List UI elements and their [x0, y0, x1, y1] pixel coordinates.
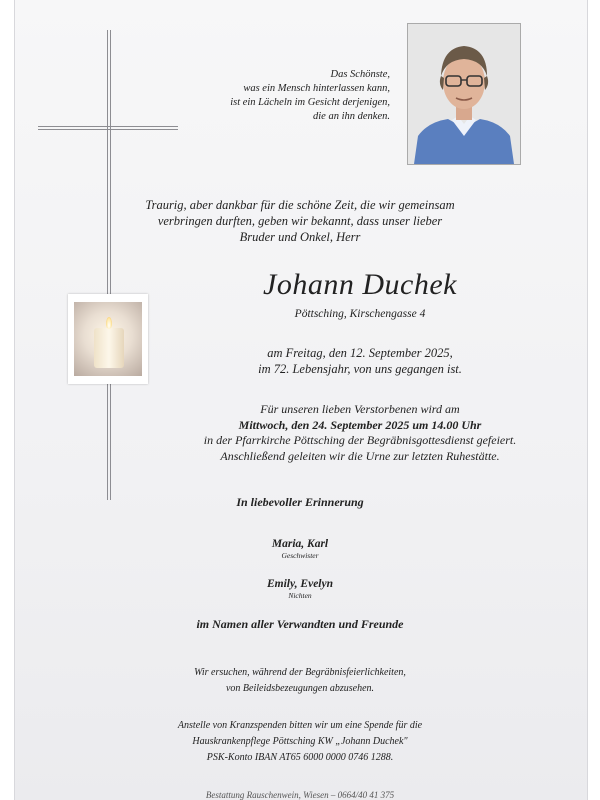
donation-line: Hauskrankenpflege Pöttsching KW „Johann Duchek" — [192, 736, 408, 747]
mourner-relation: Nichten — [288, 591, 312, 600]
funeral-home-footer: Bestattung Rauschenwein, Wiesen – 0664/40 41 375 — [205, 790, 395, 800]
donation-notice — [14, 718, 586, 766]
death-notice — [80, 345, 600, 377]
intro-line: Bruder und Onkel, Herr — [239, 230, 361, 244]
deceased-name: Johann Duchek — [263, 268, 457, 301]
mourner-names: Emily, Evelyn — [266, 578, 333, 590]
service-info — [80, 402, 600, 464]
mourner-group — [14, 577, 586, 600]
portrait-photo — [407, 23, 521, 165]
service-line: Für unseren lieben Verstorbenen wird am — [260, 402, 460, 416]
intro-line: Traurig, aber dankbar für die schöne Zeit, die wir gemeinsam — [145, 198, 455, 212]
condolence-request — [14, 665, 586, 697]
memory-heading: In liebevoller Erinnerung — [236, 495, 364, 509]
request-line: Wir ersuchen, während der Begräbnisfeierlichkeiten, — [194, 667, 406, 678]
mourner-group — [14, 537, 586, 560]
quote-line: ist ein Lächeln im Gesicht derjenigen, — [230, 97, 390, 108]
cross-bar — [38, 126, 178, 130]
request-line: von Beileidsbezeugungen abzusehen. — [225, 683, 375, 694]
service-date: Mittwoch, den 24. September 2025 um 14.00 Uhr — [238, 417, 482, 432]
donation-line: PSK-Konto IBAN AT65 6000 0000 0746 1288. — [206, 752, 394, 763]
mourner-names: Maria, Karl — [271, 538, 329, 550]
intro-line: verbringen durften, geben wir bekannt, dass unser lieber — [157, 214, 443, 228]
mourner-relation: Geschwister — [281, 551, 319, 560]
intro-text — [14, 197, 586, 245]
donation-line: Anstelle von Kranzspenden bitten wir um eine Spende für die — [177, 720, 423, 731]
portrait-illustration — [408, 24, 520, 164]
behalf-line: im Namen aller Verwandten und Freunde — [196, 617, 404, 631]
quote-line: was ein Mensch hinterlassen kann, — [243, 83, 390, 94]
quote-line: Das Schönste, — [330, 69, 390, 80]
service-line: Anschließend geleiten wir die Urne zur letzten Ruhestätte. — [220, 448, 500, 463]
memorial-quote — [190, 68, 390, 124]
quote-line: die an ihn denken. — [313, 111, 390, 122]
service-line: in der Pfarrkirche Pöttsching der Begräbnisgottesdienst gefeiert. — [203, 433, 517, 447]
deceased-address: Pöttsching, Kirschengasse 4 — [294, 308, 426, 320]
death-line: am Freitag, den 12. September 2025, — [267, 346, 453, 360]
death-line: im 72. Lebensjahr, von uns gegangen ist. — [258, 362, 462, 376]
